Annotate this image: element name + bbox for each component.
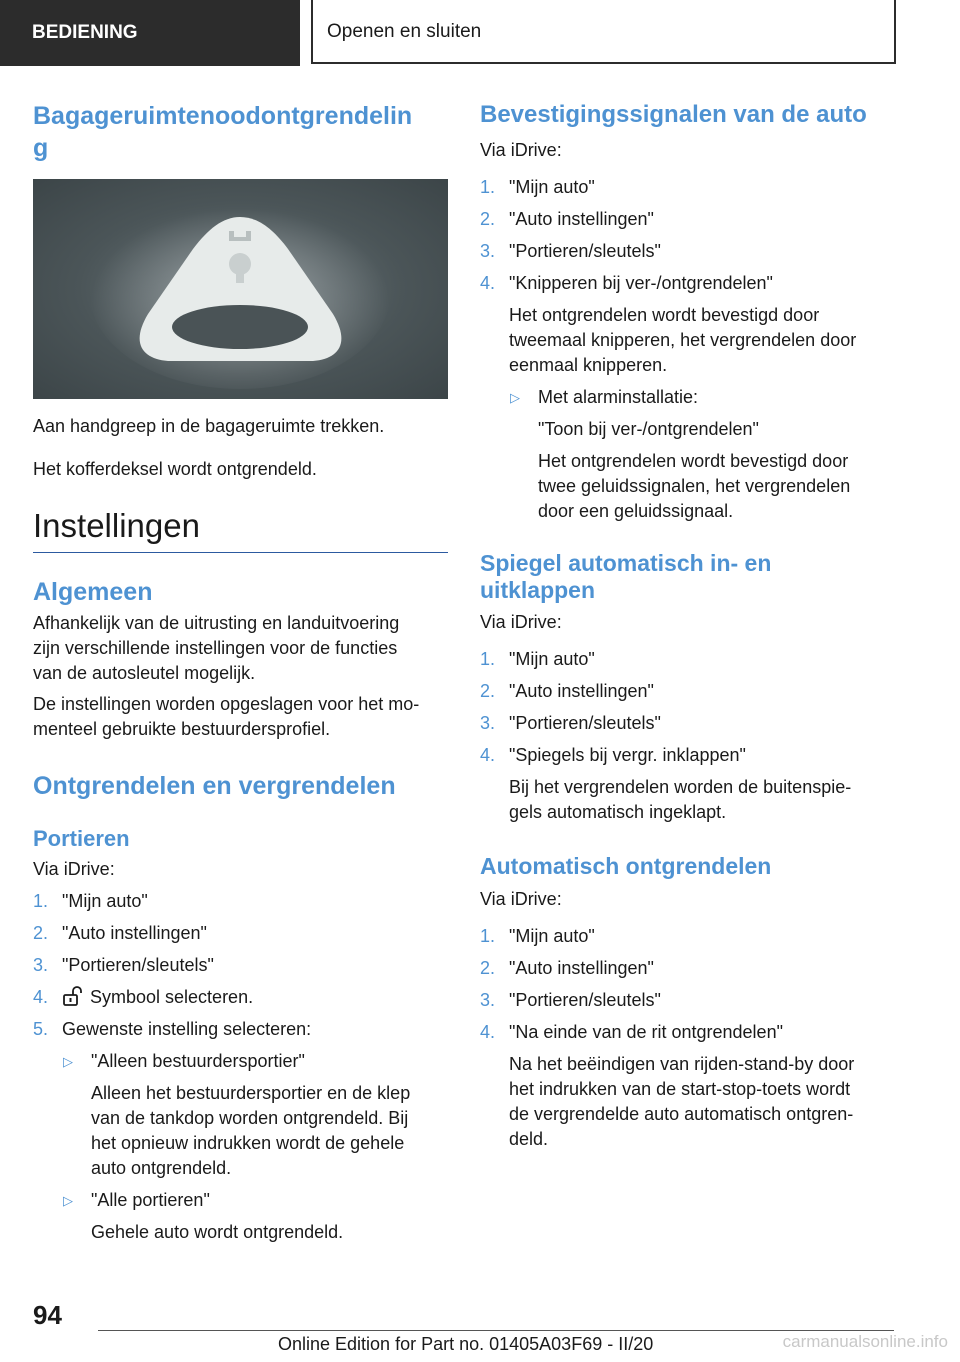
option-description-line: Alleen het bestuurdersportier en de klep: [91, 1083, 411, 1103]
step-number: 1.: [480, 649, 496, 669]
step-text: "Auto instellingen": [509, 209, 654, 229]
list-item: [480, 743, 890, 825]
heading-boot-release-line2: g: [33, 134, 49, 162]
watermark: carmanualsonline.info: [782, 1332, 948, 1351]
signal-options: [509, 385, 890, 524]
doors-options: [62, 1049, 448, 1245]
step-description-line: Bij het vergrendelen worden de buitenspie-: [509, 777, 852, 797]
step-description-line: Na het beëindigen van rijden-stand-by door: [509, 1054, 855, 1074]
general-text-1-line: zijn verschillende instellingen voor de functies: [33, 638, 398, 658]
option-description-line: twee geluidssignalen, het vergrendelen: [538, 476, 851, 496]
general-text-1-line: Afhankelijk van de uitrusting en landuitvoering: [33, 613, 400, 633]
option-description-line: door een geluidssignaal.: [538, 501, 734, 521]
step-description-line: tweemaal knipperen, het vergrendelen door: [509, 330, 857, 350]
list-item: [480, 924, 890, 949]
heading-general: Algemeen: [33, 578, 153, 606]
chapter-tab: Openen en sluiten: [311, 0, 896, 64]
general-text-2: [33, 692, 448, 742]
list-item: [33, 889, 448, 914]
option-label: "Alle portieren": [91, 1190, 210, 1210]
doors-steps: [33, 889, 448, 1042]
step-number: 1.: [480, 177, 496, 197]
list-item: [480, 1020, 890, 1152]
step-text: "Spiegels bij vergr. inklappen": [509, 745, 746, 765]
heading-unlock-lock: Ontgrendelen en vergrendelen: [33, 772, 396, 800]
header-bar: [0, 0, 960, 66]
list-item: [480, 239, 890, 264]
step-text: "Portieren/sleutels": [509, 990, 661, 1010]
option-description: Gehele auto wordt ontgrendeld.: [91, 1222, 344, 1242]
auto-unlock-steps: [480, 924, 890, 1152]
boot-text-2: Het kofferdeksel wordt ontgrendeld.: [33, 459, 317, 479]
option-label: Met alarminstallatie:: [538, 387, 699, 407]
step-number: 3.: [480, 990, 496, 1010]
triangle-right-icon: ▷: [510, 390, 520, 405]
via-idrive: Via iDrive:: [480, 140, 562, 160]
triangle-right-icon: ▷: [63, 1054, 73, 1069]
list-item: [480, 207, 890, 232]
heading-confirmation-signals: Bevestigingssignalen van de auto: [480, 101, 867, 128]
step-number: 2.: [480, 681, 496, 701]
step-text: "Auto instellingen": [509, 681, 654, 701]
step-text: "Portieren/sleutels": [509, 713, 661, 733]
step-number: 2.: [480, 209, 496, 229]
step-description-line: het indrukken van de start-stop-toets wordt: [509, 1079, 851, 1099]
option-description: [91, 1081, 448, 1181]
right-column: [480, 100, 890, 1152]
footer-divider: [98, 1330, 894, 1331]
step-text: "Na einde van de rit ontgrendelen": [509, 1022, 783, 1042]
step-description: [509, 775, 890, 825]
left-column: [33, 100, 448, 1245]
signal-steps: [480, 175, 890, 378]
list-item: [33, 1017, 448, 1042]
step-text: "Auto instellingen": [509, 958, 654, 978]
heading-mirror-fold: [480, 550, 890, 604]
via-idrive: Via iDrive:: [480, 889, 562, 909]
step-text: Symbool selecteren.: [90, 987, 254, 1007]
step-number: 5.: [33, 1019, 49, 1039]
boot-handle-illustration: [33, 179, 448, 399]
heading-boot-release-line1: Bagageruimtenoodontgrendelin: [33, 102, 413, 130]
step-description: [509, 1052, 890, 1152]
step-number: 3.: [480, 241, 496, 261]
step-number: 4.: [480, 745, 496, 765]
mirror-steps: [480, 647, 890, 825]
option-description-line: auto ontgrendeld.: [91, 1158, 232, 1178]
general-text-1: [33, 611, 448, 686]
step-text: "Auto instellingen": [62, 923, 207, 943]
via-idrive: Via iDrive:: [480, 612, 562, 632]
list-item: [33, 921, 448, 946]
option-description-line: van de tankdop worden ontgrendeld. Bij: [91, 1108, 409, 1128]
step-number: 2.: [480, 958, 496, 978]
option-value: "Toon bij ver-/ontgrendelen": [538, 419, 759, 439]
step-number: 4.: [480, 273, 496, 293]
option-driver-door: [62, 1049, 448, 1181]
list-item: [480, 679, 890, 704]
boot-text-1: Aan handgreep in de bagageruimte trekken.: [33, 416, 385, 436]
option-all-doors: [62, 1188, 448, 1245]
step-number: 3.: [480, 713, 496, 733]
list-item: [480, 647, 890, 672]
step-text: "Mijn auto": [62, 891, 148, 911]
heading-boot-release: [33, 100, 448, 164]
step-description-line: deld.: [509, 1129, 549, 1149]
step-text: "Portieren/sleutels": [62, 955, 214, 975]
step-description: [509, 303, 890, 378]
heading-doors: Portieren: [33, 826, 130, 851]
list-item: [480, 956, 890, 981]
heading-mirror-fold-line1: Spiegel automatisch in- en: [480, 550, 772, 576]
option-label: "Alleen bestuurdersportier": [91, 1051, 305, 1071]
list-item: [480, 988, 890, 1013]
edition-text: Online Edition for Part no. 01405A03F69 - II/20: [278, 1334, 654, 1354]
list-item: [480, 271, 890, 378]
heading-auto-unlock: Automatisch ontgrendelen: [480, 853, 772, 879]
step-number: 1.: [480, 926, 496, 946]
general-text-1-line: van de autosleutel mogelijk.: [33, 663, 256, 683]
step-text: "Mijn auto": [509, 926, 595, 946]
step-text: "Knipperen bij ver-/ontgrendelen": [509, 273, 773, 293]
step-description-line: gels automatisch ingeklapt.: [509, 802, 727, 822]
list-item: [33, 953, 448, 978]
section-tab: BEDIENING: [0, 0, 300, 66]
step-number: 4.: [33, 987, 49, 1007]
step-number: 2.: [33, 923, 49, 943]
via-idrive: Via iDrive:: [33, 859, 115, 879]
boot-handle-photo: [33, 179, 448, 399]
step-text: "Mijn auto": [509, 177, 595, 197]
step-text: Gewenste instelling selecteren:: [62, 1019, 312, 1039]
option-description: [538, 449, 890, 524]
page-number: 94: [33, 1300, 62, 1330]
general-text-2-line: De instellingen worden opgeslagen voor het mo-: [33, 694, 420, 714]
option-alarm: [509, 385, 890, 524]
step-text: "Portieren/sleutels": [509, 241, 661, 261]
step-description-line: de vergrendelde auto automatisch ontgren-: [509, 1104, 854, 1124]
list-item: [480, 711, 890, 736]
list-item: [33, 985, 448, 1010]
heading-settings: Instellingen: [33, 506, 448, 553]
step-description-line: Het ontgrendelen wordt bevestigd door: [509, 305, 820, 325]
step-number: 1.: [33, 891, 49, 911]
step-description-line: eenmaal knipperen.: [509, 355, 668, 375]
heading-mirror-fold-line2: uitklappen: [480, 577, 596, 603]
step-number: 4.: [480, 1022, 496, 1042]
step-number: 3.: [33, 955, 49, 975]
option-description-line: het opnieuw indrukken wordt de gehele: [91, 1133, 405, 1153]
list-item: [480, 175, 890, 200]
general-text-2-line: menteel gebruikte bestuurdersprofiel.: [33, 719, 331, 739]
open-lock-icon: [62, 986, 84, 1006]
option-description-line: Het ontgrendelen wordt bevestigd door: [538, 451, 849, 471]
triangle-right-icon: ▷: [63, 1193, 73, 1208]
step-text: "Mijn auto": [509, 649, 595, 669]
